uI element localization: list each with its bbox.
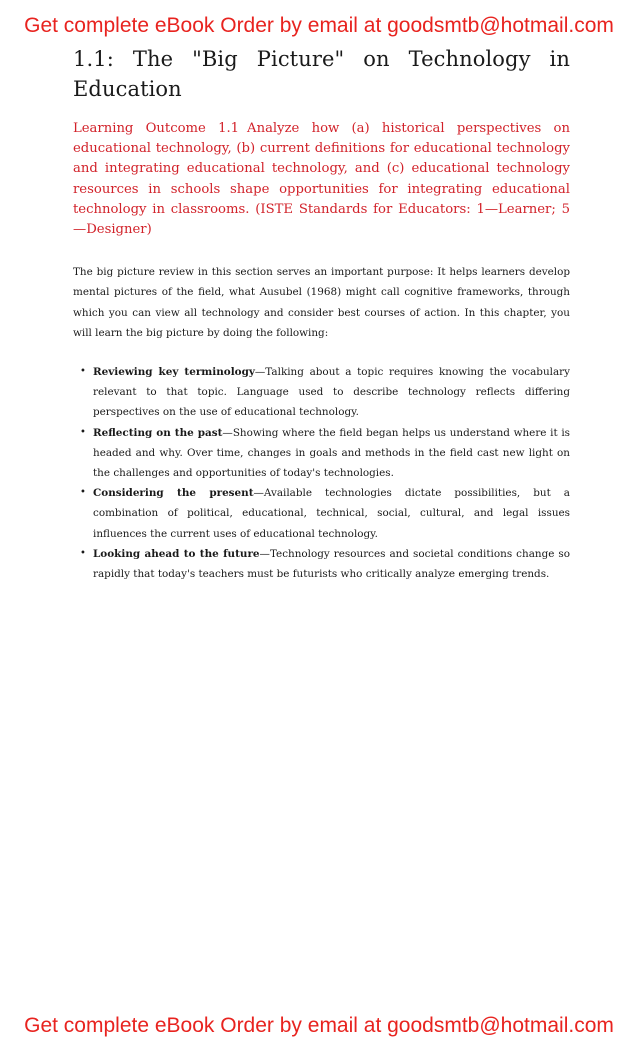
- section-title: 1.1: The "Big Picture" on Technology in Education: [73, 47, 570, 101]
- learning-outcome: [73, 119, 570, 240]
- list-item: [73, 544, 570, 584]
- bullet-text: —Technology resources and societal conditions change so rapidly that today's teachers must be futurists who critically analyze emerging trends.: [93, 547, 570, 581]
- list-item: [73, 362, 570, 423]
- bullet-list: [73, 362, 570, 584]
- bullet-text: —Talking about a topic requires knowing the vocabulary relevant to that topic. Language used to describe technology reflects differing perspectives on the use of educational technology.: [93, 366, 570, 419]
- bullet-term: Considering the present: [93, 487, 254, 500]
- intro-paragraph: The big picture review in this section serves an important purpose: It helps learners develop mental pictures of the field, what Ausubel (1968) might call cognitive frameworks, through which you can view all technology and consider best courses of action. In this chapter, you will learn the big picture by doing the following:: [73, 266, 570, 339]
- list-item: [73, 423, 570, 484]
- promo-banner-top: Get complete eBook Order by email at goodsmtb@hotmail.com: [24, 14, 614, 37]
- bullet-icon: •: [80, 426, 86, 438]
- bullet-icon: •: [80, 366, 86, 378]
- learning-outcome-label: Learning Outcome 1.1: [73, 121, 240, 136]
- bullet-term: Looking ahead to the future: [93, 547, 260, 560]
- bullet-icon: •: [80, 487, 86, 499]
- page-content: [73, 44, 570, 584]
- promo-banner-bottom: Get complete eBook Order by email at goodsmtb@hotmail.com: [24, 1014, 614, 1037]
- bullet-term: Reviewing key terminology: [93, 366, 255, 379]
- bullet-text: —Available technologies dictate possibilities, but a combination of political, educational, technical, social, cultural, and legal issues influences the current uses of educational technology.: [93, 487, 570, 540]
- bullet-text: —Showing where the field began helps us understand where it is headed and why. Over time, changes in goals and methods in the field cast new light on the challenges and opportunities of today's technologies.: [93, 426, 570, 480]
- bullet-icon: •: [80, 547, 86, 559]
- learning-outcome-text: Analyze how (a) historical perspectives on educational technology, (b) current definitions for educational technology and integrating educational technology, and (c) educational technology resources in schools shape opportunities for integrating educational technology in classrooms. (ISTE Standards for Educators: 1—Learner; 5—Designer): [73, 121, 570, 238]
- bullet-term: Reflecting on the past: [93, 426, 223, 439]
- list-item: [73, 483, 570, 544]
